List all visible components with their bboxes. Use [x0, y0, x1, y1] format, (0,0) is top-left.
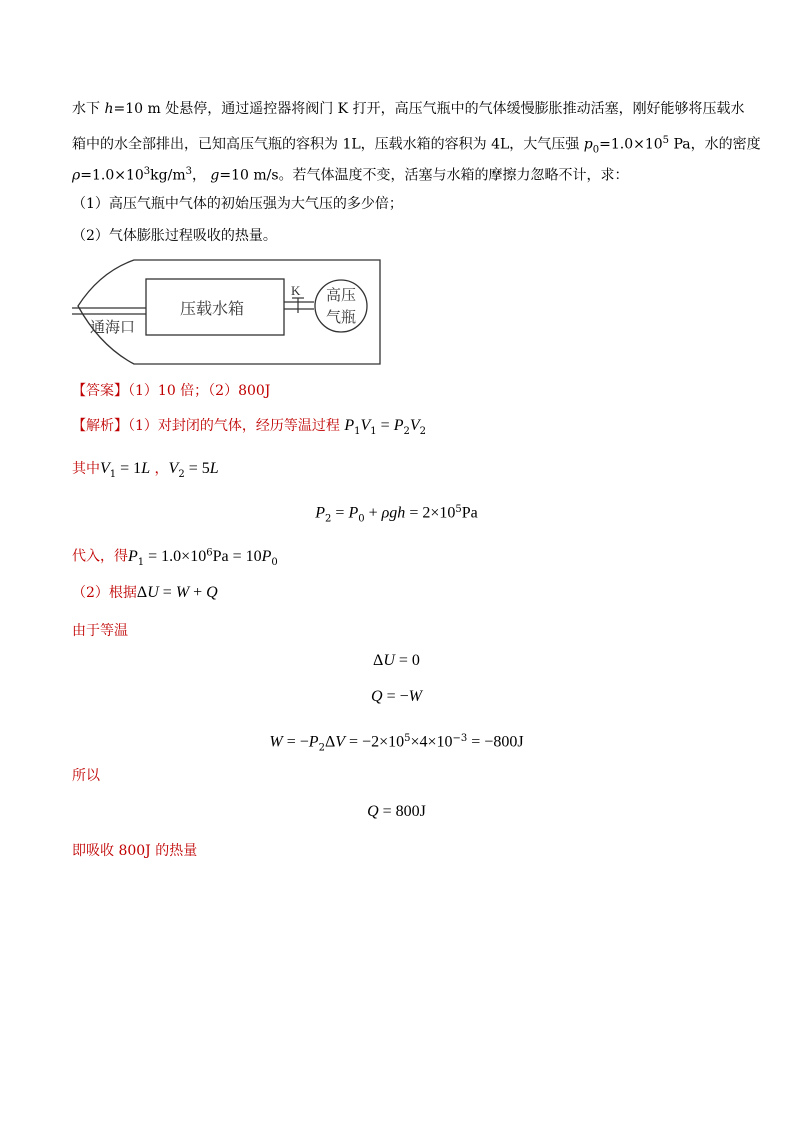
- solution-step-5: （2）根据ΔU = W + Q: [72, 584, 218, 601]
- formula-first-law: ΔU = W + Q: [136, 584, 218, 601]
- problem-line-3: $\rho=1.0\times 10^3kg/m^3$， g=10 m/s。若气体温度不变，活塞与水箱的摩擦力忽略不计，求：: [72, 166, 629, 184]
- formula-delta-u: ΔU = 0: [373, 652, 420, 669]
- valve-label: K: [291, 283, 301, 298]
- problem-line-2: 箱中的水全部排出，已知高压气瓶的容积为 1L，压载水箱的容积为 4L，大气压强 $p_0=1.0\times 10^5$ Pa，水的密度: [72, 135, 761, 156]
- formula-boyle: $P_1V_1 = P_2V_2$: [344, 417, 427, 437]
- formula-work: $W = -P_2\Delta V = -2\times 10^5\times 4\times 10^{-3} = -800J$: [269, 733, 524, 754]
- solution-step-4: 代入，得$P_1 = 1.0\times 10^6Pa = 10P_0$: [72, 547, 278, 568]
- problem-line-1: 水下 h=10 m 处悬停，通过遥控器将阀门 K 打开，高压气瓶中的气体缓慢膨胀推动活塞，刚好能够将压载水: [72, 101, 745, 117]
- solution-conclusion: 即吸收 800J 的热量: [72, 843, 198, 859]
- solution-step-2: 其中$V_1 = 1L$ ，$V_2 = 5L$: [72, 460, 219, 480]
- formula-q-result: Q = 800J: [367, 803, 426, 820]
- formula-volumes: $V_1 = 1L$ ，$V_2 = 5L$: [100, 460, 219, 480]
- question-2: （2）气体膨胀过程吸收的热量。: [72, 228, 277, 244]
- solution-step-10: 所以: [72, 768, 100, 784]
- submarine-diagram: [70, 256, 384, 368]
- tank-label: 压载水箱: [180, 299, 245, 318]
- question-1: （1）高压气瓶中气体的初始压强为大气压的多少倍；: [72, 196, 403, 212]
- sea-port-label: 通海口: [90, 318, 136, 336]
- answer-line: 【答案】（1）10 倍；（2）800J: [72, 383, 271, 399]
- formula-q-minus-w: Q = −W: [371, 688, 422, 705]
- formula-p2: $P_2 = P_0 + \rho gh = 2\times 10^5Pa$: [315, 504, 478, 525]
- cylinder-label-2: 气瓶: [325, 308, 357, 326]
- formula-p1: $P_1 = 1.0\times 10^6Pa = 10P_0$: [128, 547, 278, 568]
- solution-step-6: 由于等温: [72, 623, 128, 639]
- cylinder-label-1: 高压: [325, 286, 357, 304]
- solution-step-1: 【解析】（1）对封闭的气体，经历等温过程 $P_1V_1 = P_2V_2$: [72, 417, 427, 437]
